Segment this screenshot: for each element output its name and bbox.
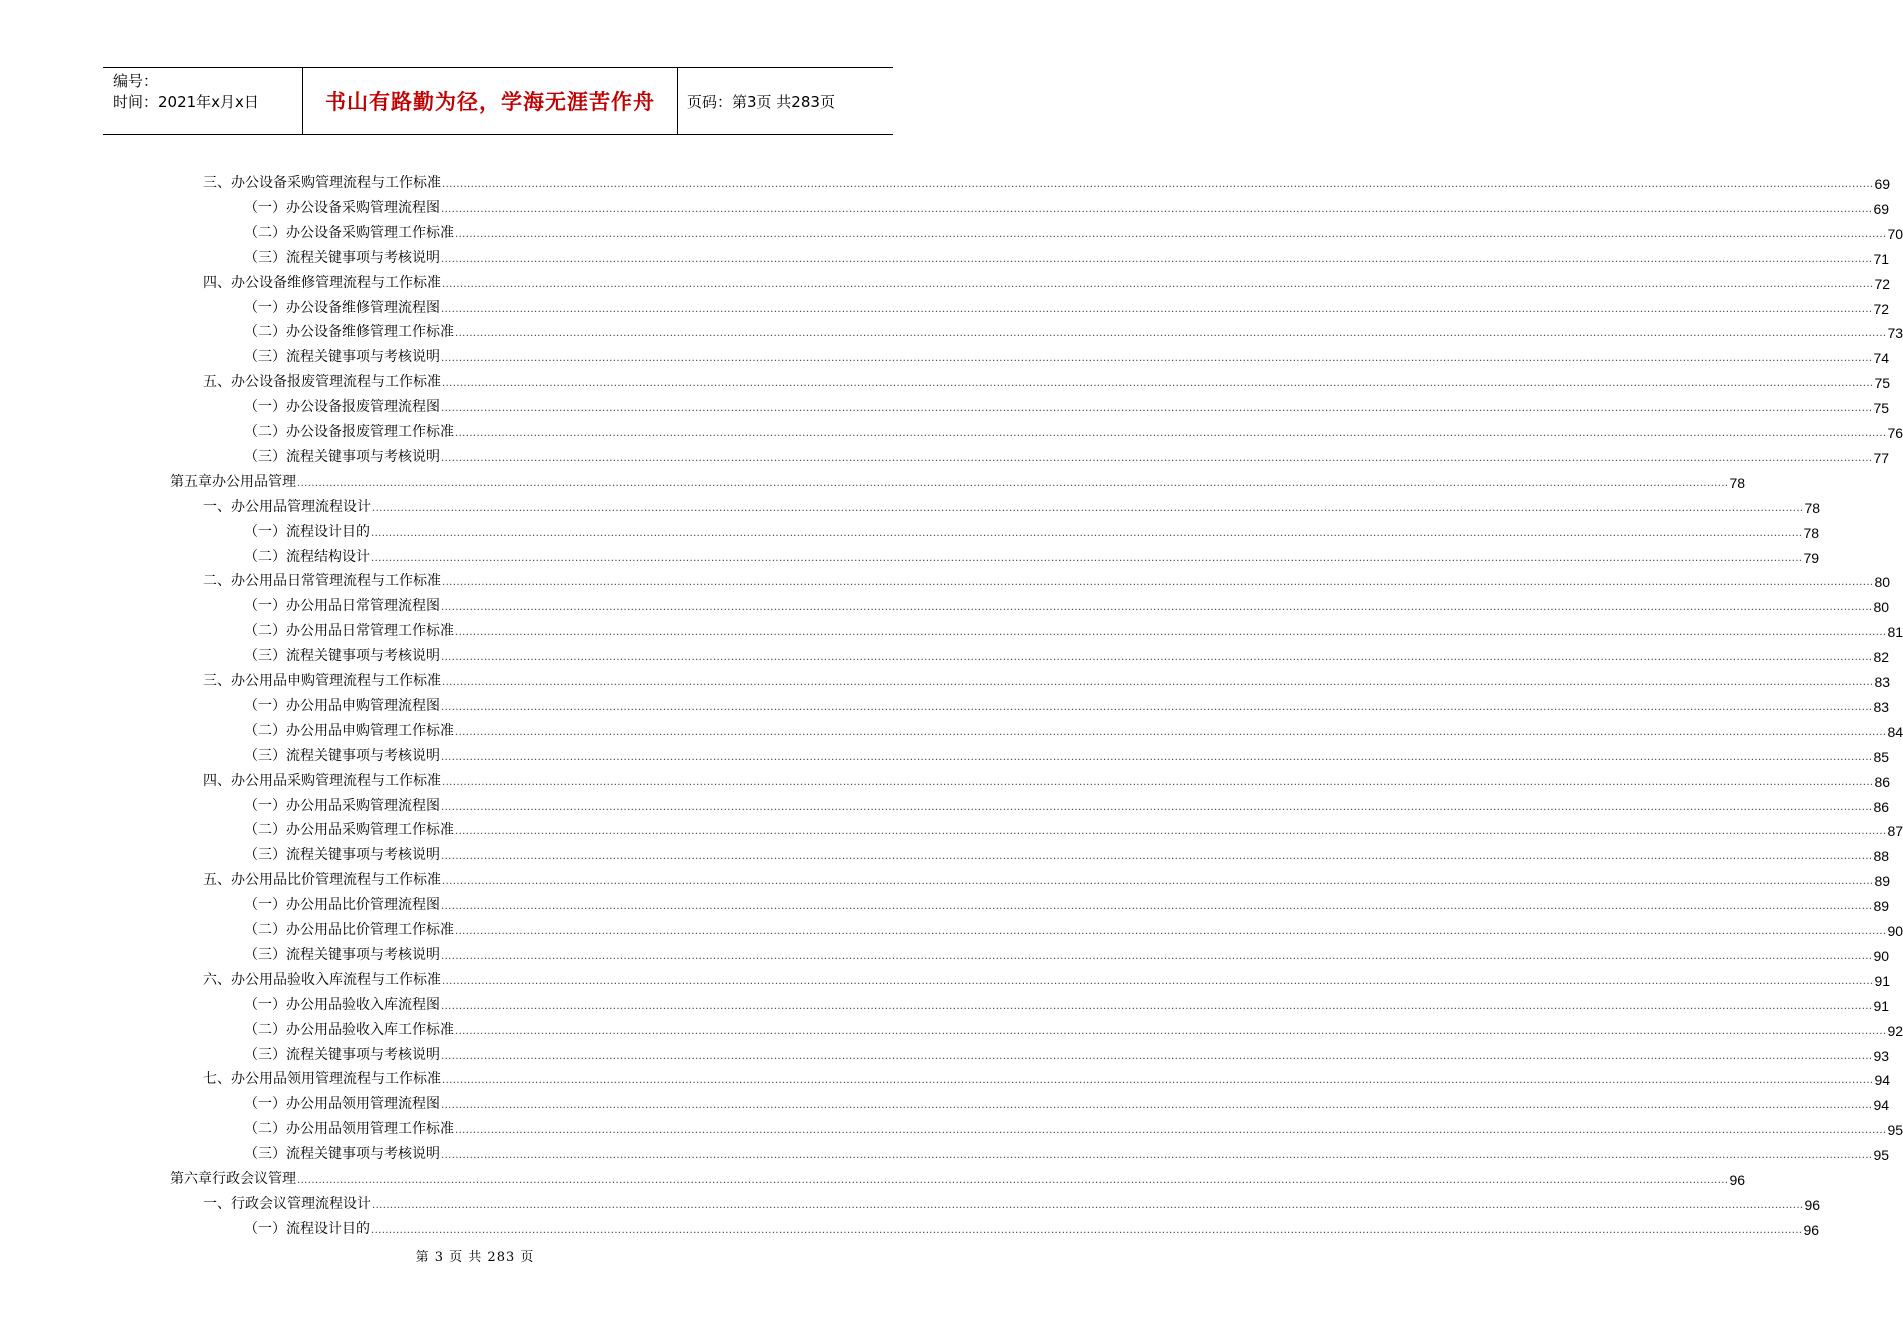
toc-entry-title: 办公设备采购管理流程图 [286, 199, 440, 216]
toc-dot-leader: ................................................................................................................................................................................................................................................................................................................................................................................................................ [455, 328, 1887, 340]
toc-dot-leader: ................................................................................................................................................................................................................................................................................................................................................................................................................ [442, 278, 1874, 290]
toc-entry[interactable] [244, 317, 1903, 342]
toc-entry[interactable] [244, 940, 1890, 964]
toc-entry[interactable] [244, 1114, 1903, 1139]
toc-entry-title: 办公设备报废管理流程与工作标准 [231, 374, 441, 391]
toc-entry-page: 80 [1873, 599, 1890, 616]
toc-dot-leader: ................................................................................................................................................................................................................................................................................................................................................................................................................ [441, 1000, 1873, 1012]
toc-entry-title: 流程关键事项与考核说明 [286, 1146, 440, 1163]
toc-entry-title: 办公用品采购管理流程与工作标准 [231, 772, 441, 789]
toc-entry-page: 94 [1874, 1072, 1891, 1089]
toc-entry-number: 三、 [203, 673, 231, 689]
toc-entry-number: （一） [244, 199, 286, 216]
toc-entry[interactable] [244, 840, 1890, 865]
toc-entry-page: 78 [1804, 499, 1821, 516]
header-meta [103, 68, 303, 134]
toc-entry-number: （三） [244, 249, 286, 266]
toc-entry-title: 办公用品领用管理工作标准 [286, 1121, 454, 1138]
toc-entry-number: （三） [244, 747, 286, 764]
toc-entry-number: （二） [244, 424, 286, 440]
toc-entry-number: （三） [244, 1146, 286, 1163]
toc-entry-number: （二） [244, 623, 286, 640]
toc-dot-leader: ................................................................................................................................................................................................................................................................................................................................................................................................................ [442, 378, 1874, 390]
toc-entry-title: 流程关键事项与考核说明 [286, 946, 440, 963]
toc-entry[interactable] [244, 542, 1820, 566]
toc-entry[interactable] [244, 791, 1890, 815]
toc-entry[interactable] [203, 766, 1891, 790]
toc-entry-number: 一、 [203, 1195, 231, 1212]
toc-entry-page: 72 [1874, 275, 1891, 292]
toc-entry-title: 办公用品申购管理流程图 [286, 697, 440, 714]
toc-entry[interactable] [244, 293, 1890, 317]
toc-entry-page: 82 [1873, 649, 1890, 666]
toc-entry-page: 78 [1729, 474, 1746, 491]
toc-entry-page: 85 [1873, 748, 1890, 765]
toc-entry-title: 流程关键事项与考核说明 [286, 847, 440, 864]
toc-entry-page: 89 [1873, 898, 1890, 915]
toc-entry-page: 86 [1874, 773, 1891, 790]
toc-entry-number: 第六章 [170, 1171, 212, 1187]
toc-entry-page: 95 [1873, 1147, 1890, 1164]
toc-entry-number: （一） [244, 897, 286, 914]
toc-entry-number: 四、 [203, 274, 231, 291]
toc-entry[interactable] [244, 741, 1890, 765]
toc-entry[interactable] [244, 641, 1890, 666]
toc-entry[interactable] [244, 1015, 1903, 1039]
toc-entry-page: 92 [1887, 1022, 1903, 1039]
toc-entry-page: 87 [1887, 823, 1903, 840]
toc-dot-leader: ................................................................................................................................................................................................................................................................................................................................................................................................................ [441, 901, 1873, 913]
toc-entry-number: （三） [244, 349, 286, 366]
toc-entry-number: （三） [244, 946, 286, 963]
toc-entry-page: 84 [1887, 723, 1903, 740]
toc-entry-number: （一） [244, 598, 286, 615]
toc-dot-leader: ................................................................................................................................................................................................................................................................................................................................................................................................................ [441, 1050, 1873, 1062]
toc-entry[interactable] [203, 367, 1891, 392]
toc-entry[interactable] [244, 218, 1903, 242]
toc-dot-leader: ................................................................................................................................................................................................................................................................................................................................................................................................................ [297, 1175, 1729, 1186]
header-motto: 书山有路勤为径，学海无涯苦作舟 [303, 68, 678, 134]
toc-entry-page: 96 [1729, 1172, 1746, 1188]
toc-entry-title: 办公用品采购管理工作标准 [286, 822, 454, 839]
toc-entry-title: 行政会议管理 [212, 1171, 296, 1187]
toc-entry-number: （二） [244, 922, 286, 938]
toc-entry-page: 72 [1873, 300, 1890, 317]
toc-entry-title: 办公用品验收入库工作标准 [286, 1021, 454, 1038]
toc-dot-leader: ................................................................................................................................................................................................................................................................................................................................................................................................................ [455, 926, 1887, 937]
header-time-label: 时间：2021年x月x日 [113, 93, 259, 111]
toc-entry[interactable] [244, 716, 1903, 740]
toc-dot-leader: ................................................................................................................................................................................................................................................................................................................................................................................................................ [441, 801, 1873, 813]
toc-entry-title: 办公用品日常管理流程图 [286, 598, 440, 615]
toc-entry-page: 70 [1887, 225, 1903, 242]
toc-entry-number: （三） [244, 847, 286, 864]
toc-dot-leader: ................................................................................................................................................................................................................................................................................................................................................................................................................ [455, 1125, 1887, 1137]
toc-dot-leader: ................................................................................................................................................................................................................................................................................................................................................................................................................ [441, 353, 1873, 365]
toc-entry-title: 办公设备采购管理流程与工作标准 [231, 175, 441, 191]
toc-entry-number: （一） [244, 1220, 286, 1237]
toc-entry-number: （一） [244, 996, 286, 1013]
toc-entry-number: 五、 [203, 872, 231, 889]
page-header [103, 67, 893, 135]
toc-entry-title: 办公设备维修管理工作标准 [286, 324, 454, 341]
toc-entry-number: 六、 [203, 971, 231, 988]
toc-dot-leader: ................................................................................................................................................................................................................................................................................................................................................................................................................ [371, 527, 1803, 539]
toc-dot-leader: ................................................................................................................................................................................................................................................................................................................................................................................................................ [442, 975, 1874, 987]
toc-entry-title: 办公设备采购管理工作标准 [286, 224, 454, 241]
toc-dot-leader: ................................................................................................................................................................................................................................................................................................................................................................................................................ [441, 652, 1873, 664]
toc-entry-title: 办公用品日常管理工作标准 [286, 623, 454, 640]
toc-entry-title: 行政会议管理流程设计 [231, 1195, 371, 1212]
toc-entry-title: 流程设计目的 [286, 523, 370, 540]
toc-entry-number: （三） [244, 1046, 286, 1063]
toc-entry[interactable] [170, 467, 1746, 491]
toc-entry-page: 74 [1873, 350, 1890, 367]
toc-entry-page: 76 [1887, 425, 1903, 441]
toc-entry[interactable] [203, 666, 1891, 690]
toc-entry-page: 93 [1873, 1047, 1890, 1064]
toc-entry-page: 78 [1803, 524, 1820, 541]
toc-entry-title: 流程关键事项与考核说明 [286, 1046, 440, 1063]
toc-entry[interactable] [244, 342, 1890, 367]
toc-entry[interactable] [203, 268, 1891, 292]
toc-dot-leader: ................................................................................................................................................................................................................................................................................................................................................................................................................ [455, 826, 1887, 838]
toc-entry[interactable] [244, 691, 1890, 715]
toc-entry-number: （一） [244, 797, 286, 814]
toc-entry-title: 办公用品采购管理流程图 [286, 797, 440, 814]
toc-entry-number: 三、 [203, 175, 231, 191]
toc-entry-number: 四、 [203, 772, 231, 789]
toc-entry[interactable] [203, 168, 1891, 192]
toc-entry-number: （一） [244, 523, 286, 540]
header-number-label: 编号： [113, 72, 159, 90]
toc-dot-leader: ................................................................................................................................................................................................................................................................................................................................................................................................................ [297, 477, 1729, 489]
toc-dot-leader: ................................................................................................................................................................................................................................................................................................................................................................................................................ [441, 1150, 1873, 1162]
toc-dot-leader: ................................................................................................................................................................................................................................................................................................................................................................................................................ [441, 203, 1873, 215]
toc-entry[interactable] [244, 243, 1890, 267]
page-footer: 第 3 页 共 283 页 [415, 1250, 535, 1265]
toc-entry-title: 办公用品领用管理流程与工作标准 [231, 1071, 441, 1088]
toc-entry[interactable] [244, 990, 1890, 1014]
toc-entry-title: 办公用品申购管理工作标准 [286, 722, 454, 739]
toc-dot-leader: ................................................................................................................................................................................................................................................................................................................................................................................................................ [441, 303, 1873, 315]
toc-entry-title: 办公设备维修管理流程与工作标准 [231, 274, 441, 291]
toc-entry-number: （二） [244, 224, 286, 241]
toc-dot-leader: ................................................................................................................................................................................................................................................................................................................................................................................................................ [441, 1100, 1873, 1112]
toc-entry-title: 办公用品领用管理流程图 [286, 1096, 440, 1113]
toc-entry-title: 流程关键事项与考核说明 [286, 448, 440, 465]
toc-entry[interactable] [203, 566, 1891, 591]
toc-entry-number: （二） [244, 1021, 286, 1038]
toc-dot-leader: ................................................................................................................................................................................................................................................................................................................................................................................................................ [441, 851, 1873, 863]
toc-dot-leader: ................................................................................................................................................................................................................................................................................................................................................................................................................ [441, 602, 1873, 614]
toc-entry-page: 89 [1874, 873, 1891, 890]
toc-entry-title: 办公设备报废管理流程图 [286, 399, 440, 416]
toc-entry-page: 80 [1874, 574, 1891, 591]
toc-entry[interactable] [244, 1040, 1890, 1064]
toc-entry[interactable] [244, 616, 1903, 641]
toc-entry[interactable] [244, 442, 1890, 466]
toc-dot-leader: ................................................................................................................................................................................................................................................................................................................................................................................................................ [441, 403, 1873, 415]
toc-entry[interactable] [244, 815, 1903, 840]
toc-entry-number: 七、 [203, 1071, 231, 1088]
toc-dot-leader: ................................................................................................................................................................................................................................................................................................................................................................................................................ [371, 1224, 1803, 1236]
toc-dot-leader: ................................................................................................................................................................................................................................................................................................................................................................................................................ [455, 1025, 1887, 1037]
toc-entry-number: （一） [244, 1096, 286, 1113]
toc-entry[interactable] [244, 392, 1890, 417]
toc-entry[interactable] [244, 1214, 1820, 1238]
toc-entry[interactable] [244, 417, 1903, 441]
toc-dot-leader: ................................................................................................................................................................................................................................................................................................................................................................................................................ [442, 776, 1874, 788]
toc-dot-leader: ................................................................................................................................................................................................................................................................................................................................................................................................................ [372, 1199, 1804, 1211]
toc-entry-title: 流程设计目的 [286, 1220, 370, 1237]
toc-entry-page: 77 [1873, 449, 1890, 466]
toc-entry-title: 办公用品验收入库流程图 [286, 996, 440, 1013]
toc-entry-number: 二、 [203, 573, 231, 590]
toc-entry[interactable] [244, 193, 1890, 217]
toc-entry-page: 79 [1803, 549, 1820, 566]
toc-entry[interactable] [244, 890, 1890, 915]
toc-entry-title: 办公用品比价管理流程图 [286, 897, 440, 914]
toc-entry-title: 办公用品管理 [212, 473, 296, 490]
toc-entry-page: 71 [1873, 250, 1890, 267]
toc-entry-number: （三） [244, 648, 286, 665]
toc-entry-title: 办公用品申购管理流程与工作标准 [231, 673, 441, 689]
toc-entry-title: 办公用品管理流程设计 [231, 498, 371, 515]
toc-entry[interactable] [170, 1164, 1746, 1188]
toc-dot-leader: ................................................................................................................................................................................................................................................................................................................................................................................................................ [372, 502, 1804, 514]
toc-entry-page: 69 [1873, 200, 1890, 217]
toc-dot-leader: ................................................................................................................................................................................................................................................................................................................................................................................................................ [441, 751, 1873, 763]
toc-dot-leader: ................................................................................................................................................................................................................................................................................................................................................................................................................ [441, 950, 1873, 962]
toc-entry[interactable] [244, 1139, 1890, 1164]
toc-entry-title: 办公用品比价管理流程与工作标准 [231, 872, 441, 889]
toc-dot-leader: ................................................................................................................................................................................................................................................................................................................................................................................................................ [441, 452, 1873, 464]
toc-entry-page: 83 [1873, 698, 1890, 715]
toc-entry-number: （一） [244, 697, 286, 714]
toc-entry[interactable] [244, 1089, 1890, 1114]
toc-entry-title: 流程关键事项与考核说明 [286, 648, 440, 665]
toc-entry-page: 96 [1803, 1221, 1820, 1238]
toc-entry-page: 91 [1873, 997, 1890, 1014]
toc-dot-leader: ................................................................................................................................................................................................................................................................................................................................................................................................................ [441, 701, 1873, 713]
toc-entry-page: 75 [1873, 400, 1890, 417]
toc-entry-page: 96 [1804, 1196, 1821, 1213]
toc-entry-title: 办公用品日常管理流程与工作标准 [231, 573, 441, 590]
toc-entry-number: （一） [244, 299, 286, 316]
toc-entry[interactable] [203, 865, 1891, 890]
toc-entry-page: 90 [1873, 947, 1890, 964]
toc-entry[interactable] [244, 591, 1890, 616]
toc-entry-page: 91 [1874, 972, 1891, 989]
toc-entry-title: 办公用品比价管理工作标准 [286, 922, 454, 938]
toc-entry-page: 94 [1873, 1097, 1890, 1114]
toc-entry-title: 办公设备维修管理流程图 [286, 299, 440, 316]
toc-entry-number: 一、 [203, 498, 231, 515]
toc-dot-leader: ................................................................................................................................................................................................................................................................................................................................................................................................................ [442, 577, 1874, 589]
toc-dot-leader: ................................................................................................................................................................................................................................................................................................................................................................................................................ [442, 1075, 1874, 1087]
toc-entry-number: （二） [244, 548, 286, 565]
toc-entry-page: 88 [1873, 848, 1890, 865]
toc-entry-number: （一） [244, 399, 286, 416]
toc-entry-title: 流程结构设计 [286, 548, 370, 565]
toc-dot-leader: ................................................................................................................................................................................................................................................................................................................................................................................................................ [442, 876, 1874, 888]
toc-entry-title: 流程关键事项与考核说明 [286, 747, 440, 764]
header-page-label: 页码：第3页 共283页 [687, 92, 835, 111]
toc-entry[interactable] [203, 1064, 1891, 1089]
toc-entry-number: （三） [244, 448, 286, 465]
toc-dot-leader: ................................................................................................................................................................................................................................................................................................................................................................................................................ [442, 179, 1874, 190]
toc-entry-page: 69 [1874, 176, 1891, 192]
toc-dot-leader: ................................................................................................................................................................................................................................................................................................................................................................................................................ [441, 253, 1873, 265]
toc-entry-page: 73 [1887, 325, 1903, 342]
toc-entry-title: 办公用品验收入库流程与工作标准 [231, 971, 441, 988]
toc-entry[interactable] [203, 1189, 1821, 1213]
toc-entry-page: 90 [1887, 923, 1903, 939]
toc-dot-leader: ................................................................................................................................................................................................................................................................................................................................................................................................................ [455, 726, 1887, 738]
toc-entry-page: 95 [1887, 1122, 1903, 1139]
toc-entry-number: （二） [244, 822, 286, 839]
toc-entry-page: 86 [1873, 798, 1890, 815]
toc-entry-number: （二） [244, 1121, 286, 1138]
toc-dot-leader: ................................................................................................................................................................................................................................................................................................................................................................................................................ [371, 552, 1803, 564]
toc-entry[interactable] [244, 915, 1903, 939]
toc-entry-number: （二） [244, 722, 286, 739]
toc-entry-number: 五、 [203, 374, 231, 391]
toc-dot-leader: ................................................................................................................................................................................................................................................................................................................................................................................................................ [455, 228, 1887, 240]
toc-entry-title: 流程关键事项与考核说明 [286, 249, 440, 266]
toc-dot-leader: ................................................................................................................................................................................................................................................................................................................................................................................................................ [455, 428, 1887, 439]
toc-entry-title: 流程关键事项与考核说明 [286, 349, 440, 366]
toc-entry-number: 第五章 [170, 473, 212, 490]
toc-entry-page: 83 [1874, 674, 1891, 690]
toc-dot-leader: ................................................................................................................................................................................................................................................................................................................................................................................................................ [442, 677, 1874, 688]
toc-entry-title: 办公设备报废管理工作标准 [286, 424, 454, 440]
toc-entry[interactable] [203, 965, 1891, 989]
toc-entry-page: 81 [1887, 624, 1903, 641]
toc-entry-page: 75 [1874, 375, 1891, 392]
toc-entry-number: （二） [244, 324, 286, 341]
toc-entry[interactable] [244, 517, 1820, 541]
toc-entry[interactable] [203, 492, 1821, 516]
toc-dot-leader: ................................................................................................................................................................................................................................................................................................................................................................................................................ [455, 627, 1887, 639]
